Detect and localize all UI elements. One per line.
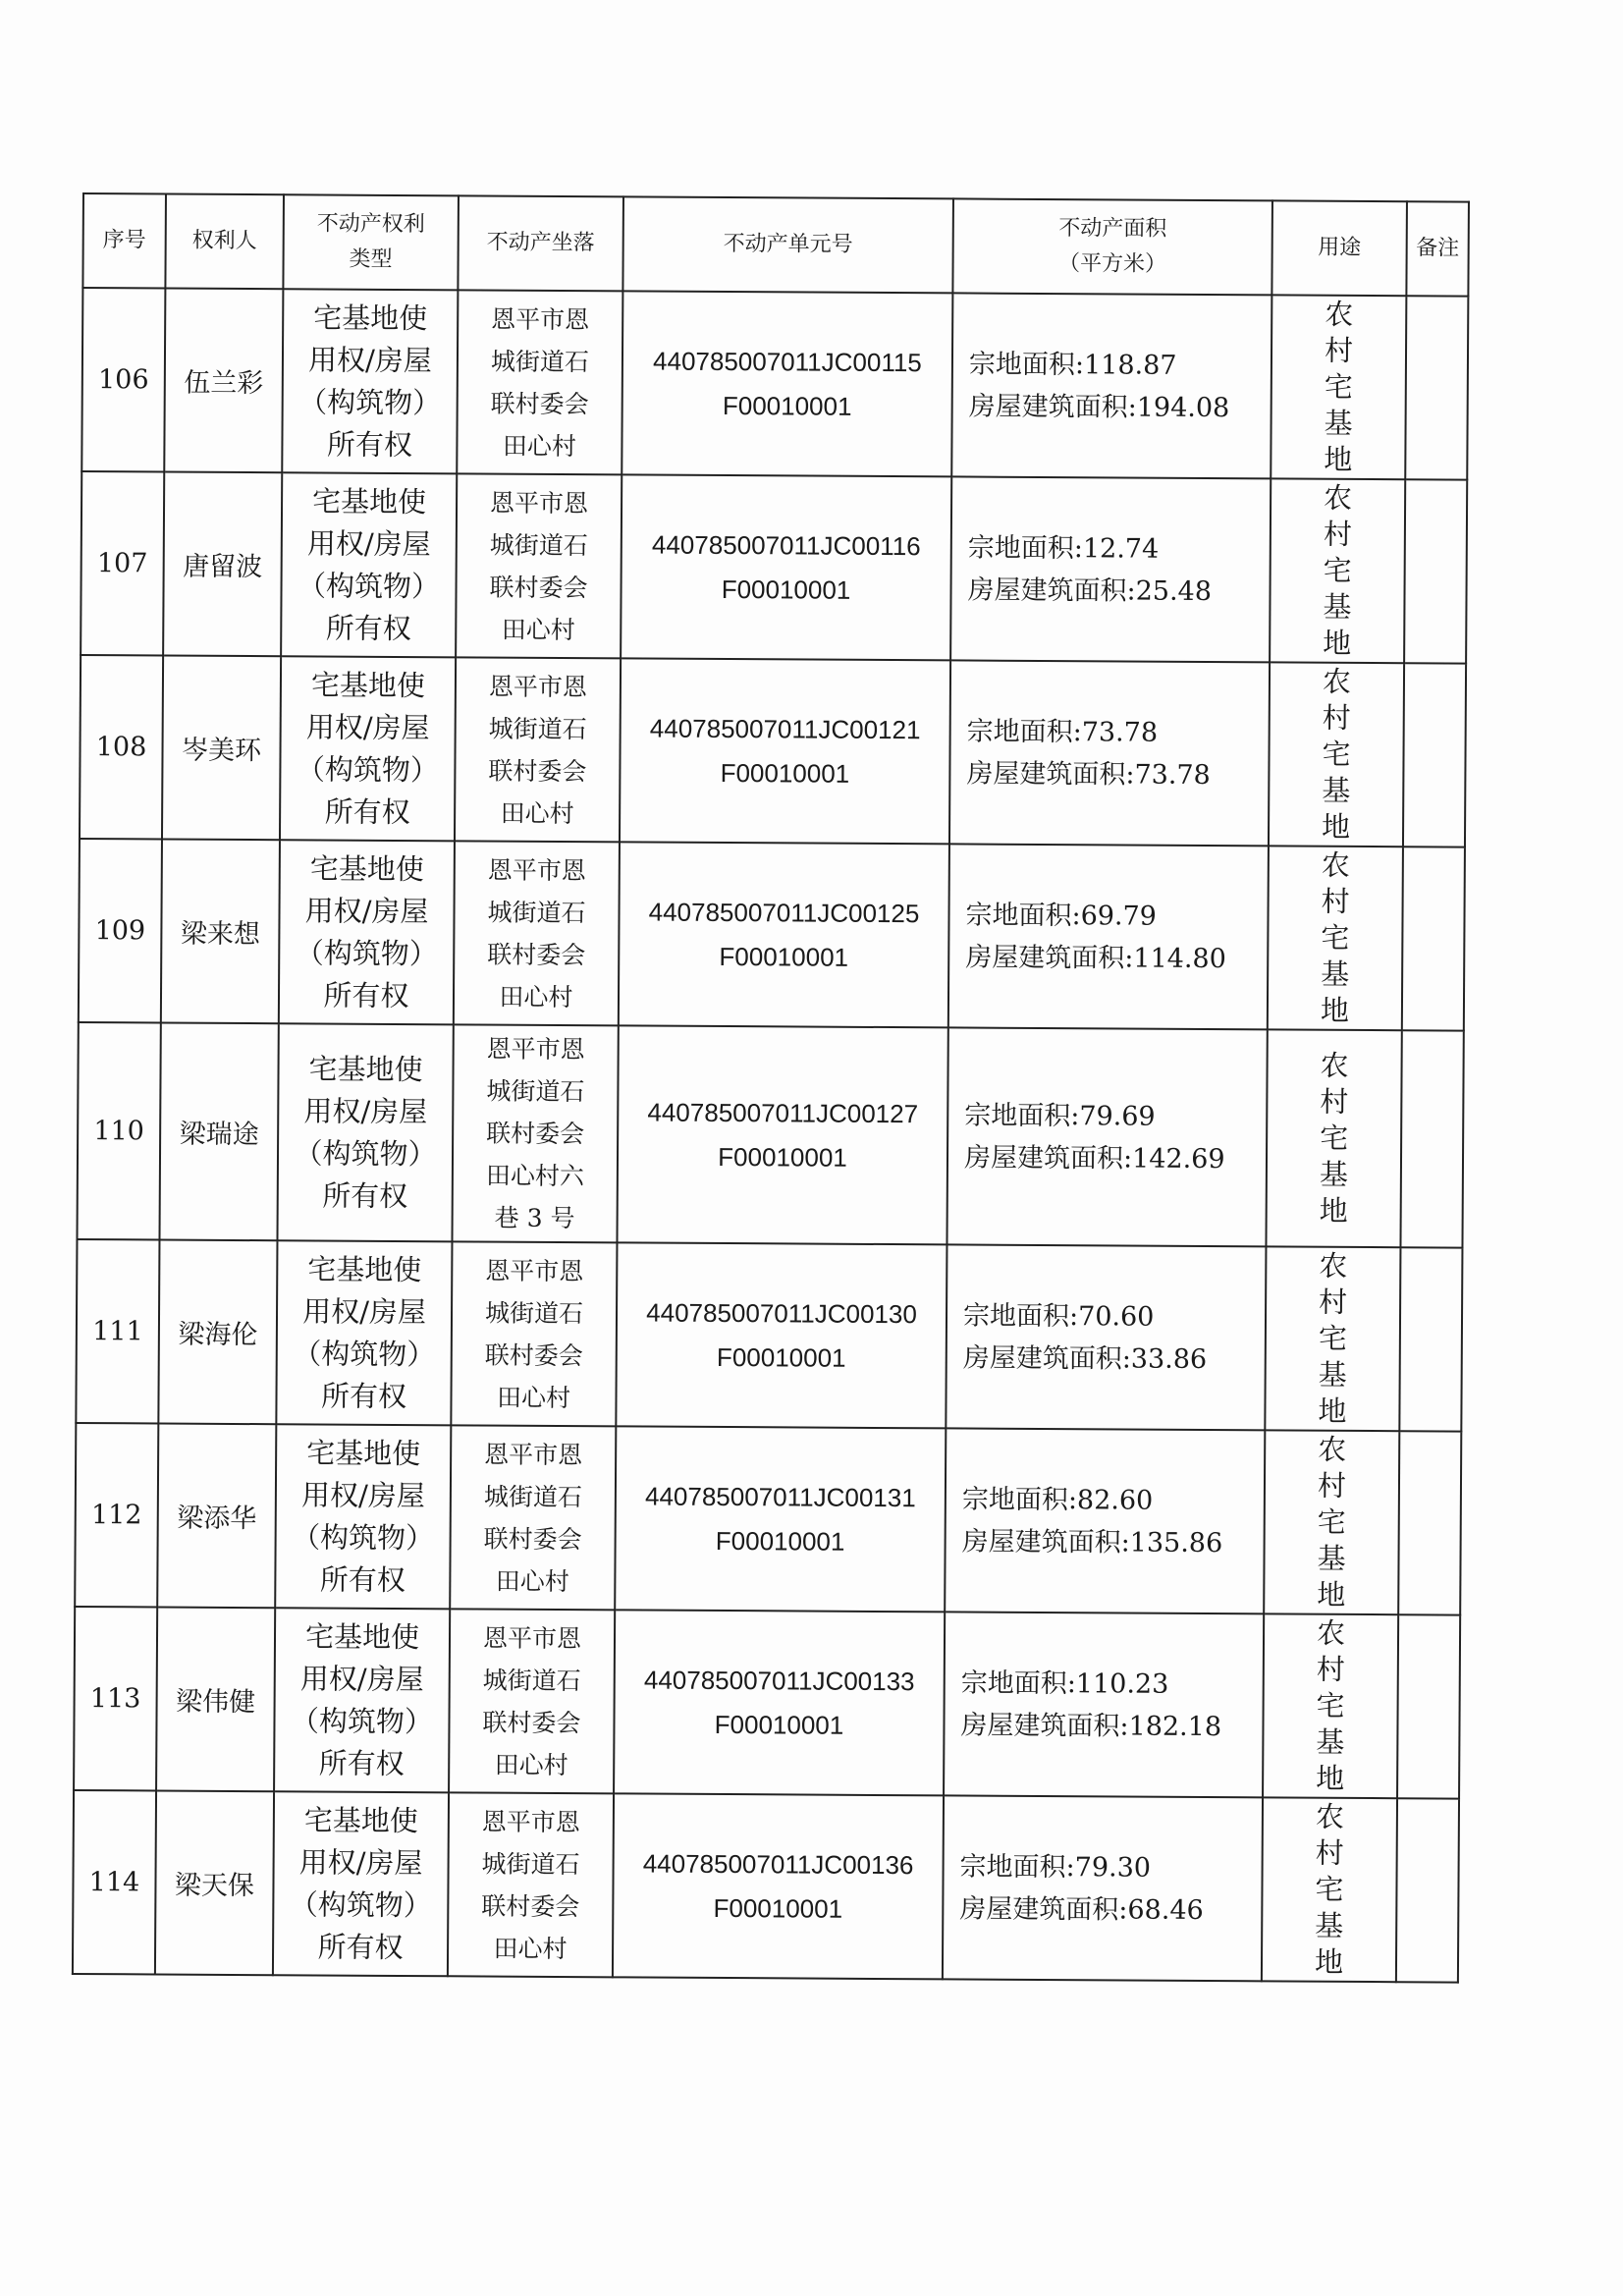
table-row xyxy=(77,1022,1463,1248)
building-area: 房屋建筑面积:73.78 xyxy=(966,758,1211,791)
cell-holder: 唐留波 xyxy=(163,472,282,657)
right-type-line: 宅基地使 xyxy=(308,1051,423,1086)
use-text: 农村宅基地 xyxy=(1320,847,1350,1027)
location-line: 联村委会 xyxy=(483,1524,582,1554)
header-location: 不动产坐落 xyxy=(458,195,623,291)
land-area: 宗地面积:70.60 xyxy=(962,1300,1155,1333)
location-line: 田心村 xyxy=(500,798,574,828)
right-type-line: （构筑物） xyxy=(297,568,441,603)
location-line: 田心村 xyxy=(502,431,577,461)
cell-no: 112 xyxy=(75,1423,158,1608)
location-line: 联村委会 xyxy=(488,756,587,786)
unit-no-line2: F00010001 xyxy=(713,1892,843,1924)
cell-holder: 梁海伦 xyxy=(158,1239,277,1424)
header-area-line2: （平方米） xyxy=(1057,251,1167,277)
cell-location xyxy=(456,473,622,658)
header-no: 序号 xyxy=(82,193,166,289)
location-line: 联村委会 xyxy=(487,940,586,969)
table-row xyxy=(81,288,1468,480)
unit-no-line2: F00010001 xyxy=(714,1709,844,1740)
location-line: 城街道石 xyxy=(490,347,590,376)
right-type-line: 所有权 xyxy=(326,427,413,462)
land-area: 宗地面积:69.79 xyxy=(965,900,1158,932)
right-type-line: 用权/房屋 xyxy=(302,1293,427,1329)
cell-remark xyxy=(1396,1798,1459,1982)
cell-location xyxy=(455,657,621,842)
use-text: 农村宅基地 xyxy=(1316,1615,1346,1795)
cell-location xyxy=(457,290,622,474)
unit-no-line2: F00010001 xyxy=(719,941,849,972)
cell-no: 111 xyxy=(76,1239,159,1424)
right-type-line: 宅基地使 xyxy=(304,1618,420,1654)
table-row xyxy=(81,471,1467,664)
use-text: 农村宅基地 xyxy=(1314,1799,1345,1979)
cell-holder: 梁来想 xyxy=(161,840,280,1024)
building-area: 房屋建筑面积:33.86 xyxy=(962,1342,1208,1375)
cell-no: 109 xyxy=(79,839,162,1023)
location-line: 联村委会 xyxy=(490,389,589,418)
cell-use xyxy=(1265,1246,1400,1431)
header-use: 用途 xyxy=(1271,200,1407,296)
unit-no-line1: 440785007011JC00115 xyxy=(652,346,922,377)
land-area: 宗地面积:82.60 xyxy=(961,1483,1154,1516)
unit-no-line2: F00010001 xyxy=(715,1525,845,1557)
cell-remark xyxy=(1400,1030,1463,1247)
cell-unit-no xyxy=(622,291,952,476)
location-line: 田心村 xyxy=(495,1566,569,1596)
cell-area xyxy=(945,1428,1265,1613)
cell-use xyxy=(1263,1613,1398,1798)
right-type-line: 宅基地使 xyxy=(303,1802,418,1837)
header-unit-no: 不动产单元号 xyxy=(622,196,953,293)
table-row xyxy=(80,655,1466,847)
right-type-line: 所有权 xyxy=(324,794,410,829)
cell-area xyxy=(943,1795,1263,1981)
building-area: 房屋建筑面积:194.08 xyxy=(968,391,1230,423)
cell-remark xyxy=(1403,663,1466,847)
cell-unit-no xyxy=(620,658,950,844)
right-type-line: 所有权 xyxy=(319,1562,406,1597)
right-type-line: 用权/房屋 xyxy=(306,525,431,561)
cell-holder: 梁添华 xyxy=(157,1423,276,1608)
cell-no: 110 xyxy=(77,1022,160,1240)
right-type-line: 所有权 xyxy=(322,1178,408,1213)
cell-remark xyxy=(1397,1614,1460,1798)
cell-holder: 岑美环 xyxy=(162,656,281,841)
location-line: 恩平市恩 xyxy=(482,1623,582,1653)
header-right-type-line2: 类型 xyxy=(349,246,393,272)
right-type-line: 宅基地使 xyxy=(309,850,424,886)
cell-right-type xyxy=(276,1240,452,1425)
land-area: 宗地面积:79.69 xyxy=(964,1100,1156,1132)
unit-no-line1: 440785007011JC00121 xyxy=(649,713,921,744)
right-type-line: （构筑物） xyxy=(289,1886,432,1922)
right-type-line: 宅基地使 xyxy=(310,667,426,702)
cell-holder: 伍兰彩 xyxy=(164,289,283,473)
cell-use xyxy=(1266,1029,1401,1247)
cell-area xyxy=(946,1244,1266,1430)
unit-no-line2: F00010001 xyxy=(722,390,852,421)
right-type-line: 所有权 xyxy=(325,611,411,645)
cell-location xyxy=(448,1792,614,1977)
cell-no: 107 xyxy=(81,471,164,656)
location-line: 恩平市恩 xyxy=(486,1034,585,1065)
location-line: 城街道石 xyxy=(487,898,586,927)
right-type-line: 所有权 xyxy=(318,1746,405,1780)
property-register-table xyxy=(72,192,1470,1984)
cell-use xyxy=(1268,846,1403,1030)
right-type-line: 所有权 xyxy=(323,978,409,1012)
location-line: 城街道石 xyxy=(483,1482,582,1511)
location-line: 联村委会 xyxy=(486,1119,585,1149)
cell-right-type xyxy=(281,472,457,657)
right-type-line: （构筑物） xyxy=(294,1135,437,1171)
table-row xyxy=(75,1423,1461,1615)
unit-no-line1: 440785007011JC00127 xyxy=(647,1097,919,1128)
location-line: 城街道石 xyxy=(481,1849,580,1879)
right-type-line: 宅基地使 xyxy=(306,1435,421,1470)
cell-location xyxy=(450,1425,616,1610)
use-text: 农村宅基地 xyxy=(1321,664,1352,844)
location-line: 恩平市恩 xyxy=(484,1440,583,1469)
right-type-line: 用权/房屋 xyxy=(307,342,432,377)
cell-use xyxy=(1270,478,1405,663)
location-line: 联村委会 xyxy=(489,573,588,602)
cell-use xyxy=(1271,295,1406,479)
cell-right-type xyxy=(282,289,458,473)
location-line: 城街道石 xyxy=(488,714,587,743)
right-type-line: （构筑物） xyxy=(290,1703,434,1738)
unit-no-line1: 440785007011JC00133 xyxy=(643,1665,915,1696)
unit-no-line2: F00010001 xyxy=(721,574,851,605)
cell-location xyxy=(452,1024,618,1242)
location-line: 联村委会 xyxy=(484,1340,583,1370)
right-type-line: 用权/房屋 xyxy=(305,709,430,744)
cell-location xyxy=(454,841,620,1025)
header-right-type-line1: 不动产权利 xyxy=(316,211,425,238)
cell-no: 108 xyxy=(80,655,163,840)
right-type-line: 宅基地使 xyxy=(313,300,428,335)
cell-right-type xyxy=(279,840,455,1024)
cell-use xyxy=(1264,1430,1399,1614)
location-line: 恩平市恩 xyxy=(488,672,588,701)
cell-area xyxy=(950,476,1271,662)
table-row xyxy=(79,839,1465,1031)
location-line: 恩平市恩 xyxy=(491,304,590,334)
cell-unit-no xyxy=(617,1025,947,1244)
cell-use xyxy=(1269,662,1404,847)
header-area xyxy=(952,198,1272,295)
right-type-line: （构筑物） xyxy=(293,1336,436,1371)
location-line: 恩平市恩 xyxy=(489,488,589,518)
land-area: 宗地面积:79.30 xyxy=(959,1850,1152,1884)
cell-unit-no xyxy=(621,474,951,660)
right-type-line: 所有权 xyxy=(317,1929,404,1964)
right-type-line: （构筑物） xyxy=(292,1519,435,1555)
cell-location xyxy=(449,1609,615,1793)
use-text: 农村宅基地 xyxy=(1318,1248,1348,1428)
cell-right-type xyxy=(275,1424,451,1609)
building-area: 房屋建筑面积:25.48 xyxy=(967,574,1213,607)
unit-no-line1: 440785007011JC00136 xyxy=(642,1848,914,1880)
location-line: 恩平市恩 xyxy=(485,1256,584,1285)
cell-no: 114 xyxy=(73,1790,156,1975)
header-area-line1: 不动产面积 xyxy=(1058,216,1167,242)
cell-area xyxy=(948,844,1269,1029)
land-area: 宗地面积:118.87 xyxy=(968,349,1177,381)
header-remark: 备注 xyxy=(1406,201,1469,296)
cell-remark xyxy=(1398,1431,1461,1614)
cell-unit-no xyxy=(613,1793,944,1979)
use-text: 农村宅基地 xyxy=(1319,1048,1349,1228)
location-line: 城街道石 xyxy=(484,1298,584,1328)
use-text: 农村宅基地 xyxy=(1317,1432,1347,1612)
cell-use xyxy=(1262,1797,1397,1982)
right-type-line: 宅基地使 xyxy=(311,483,427,519)
table-row xyxy=(73,1790,1459,1983)
cell-right-type xyxy=(280,656,456,841)
location-line: 城街道石 xyxy=(482,1666,581,1695)
location-line: 恩平市恩 xyxy=(487,855,586,885)
table-row xyxy=(74,1607,1460,1799)
cell-remark xyxy=(1402,847,1465,1030)
building-area: 房屋建筑面积:68.46 xyxy=(959,1892,1204,1926)
cell-right-type xyxy=(274,1608,450,1792)
location-line: 城街道石 xyxy=(486,1076,585,1107)
cell-holder: 梁伟健 xyxy=(156,1607,275,1791)
unit-no-line1: 440785007011JC00125 xyxy=(648,897,920,928)
right-type-line: 用权/房屋 xyxy=(299,1661,424,1696)
location-line: 田心村 xyxy=(499,982,573,1011)
cell-holder: 梁瑞途 xyxy=(159,1023,278,1241)
cell-no: 106 xyxy=(81,288,165,472)
location-line: 田心村 xyxy=(501,615,575,644)
cell-holder: 梁天保 xyxy=(155,1790,274,1975)
unit-no-line1: 440785007011JC00130 xyxy=(646,1297,917,1329)
cell-remark xyxy=(1399,1247,1462,1431)
location-line: 田心村 xyxy=(493,1934,568,1963)
cell-remark xyxy=(1405,296,1468,479)
cell-unit-no xyxy=(614,1610,945,1795)
unit-no-line1: 440785007011JC00116 xyxy=(651,529,921,561)
use-text: 农村宅基地 xyxy=(1323,480,1353,660)
building-area: 房屋建筑面积:135.86 xyxy=(961,1525,1223,1558)
land-area: 宗地面积:12.74 xyxy=(967,532,1160,565)
building-area: 房屋建筑面积:114.80 xyxy=(965,942,1226,974)
cell-right-type xyxy=(273,1791,449,1976)
unit-no-line2: F00010001 xyxy=(716,1341,846,1373)
header-right-type xyxy=(283,194,459,290)
use-text: 农村宅基地 xyxy=(1324,297,1354,476)
building-area: 房屋建筑面积:182.18 xyxy=(960,1709,1222,1742)
location-line: 城街道石 xyxy=(489,530,588,560)
right-type-line: （构筑物） xyxy=(295,935,438,970)
cell-remark xyxy=(1404,479,1467,663)
right-type-line: 用权/房屋 xyxy=(303,1093,428,1128)
right-type-line: 所有权 xyxy=(320,1379,407,1413)
cell-area xyxy=(947,1027,1267,1246)
land-area: 宗地面积:73.78 xyxy=(966,716,1159,748)
unit-no-line2: F00010001 xyxy=(718,1141,847,1173)
location-line: 巷 3 号 xyxy=(494,1203,575,1233)
cell-area xyxy=(949,660,1270,846)
land-area: 宗地面积:110.23 xyxy=(960,1667,1169,1700)
right-type-line: 用权/房屋 xyxy=(298,1844,423,1880)
right-type-line: （构筑物） xyxy=(298,384,442,419)
unit-no-line1: 440785007011JC00131 xyxy=(644,1481,916,1512)
right-type-line: （构筑物） xyxy=(296,751,440,787)
cell-area xyxy=(951,293,1271,478)
cell-right-type xyxy=(277,1023,453,1241)
location-line: 联村委会 xyxy=(481,1891,580,1921)
cell-unit-no xyxy=(619,842,949,1027)
cell-no: 113 xyxy=(74,1607,157,1791)
location-line: 田心村 xyxy=(494,1750,568,1779)
table-header-row xyxy=(82,193,1469,297)
location-line: 田心村 xyxy=(496,1383,571,1412)
cell-location xyxy=(451,1241,617,1426)
right-type-line: 用权/房屋 xyxy=(304,893,429,928)
cell-unit-no xyxy=(615,1426,946,1612)
header-holder: 权利人 xyxy=(165,194,284,290)
location-line: 恩平市恩 xyxy=(481,1807,580,1836)
cell-unit-no xyxy=(616,1242,947,1428)
location-line: 田心村六 xyxy=(485,1161,584,1191)
unit-no-line2: F00010001 xyxy=(720,757,850,789)
table-row xyxy=(76,1239,1462,1432)
cell-area xyxy=(944,1612,1264,1797)
location-line: 联村委会 xyxy=(482,1708,581,1737)
right-type-line: 宅基地使 xyxy=(307,1251,422,1286)
right-type-line: 用权/房屋 xyxy=(300,1477,425,1512)
building-area: 房屋建筑面积:142.69 xyxy=(963,1142,1225,1175)
